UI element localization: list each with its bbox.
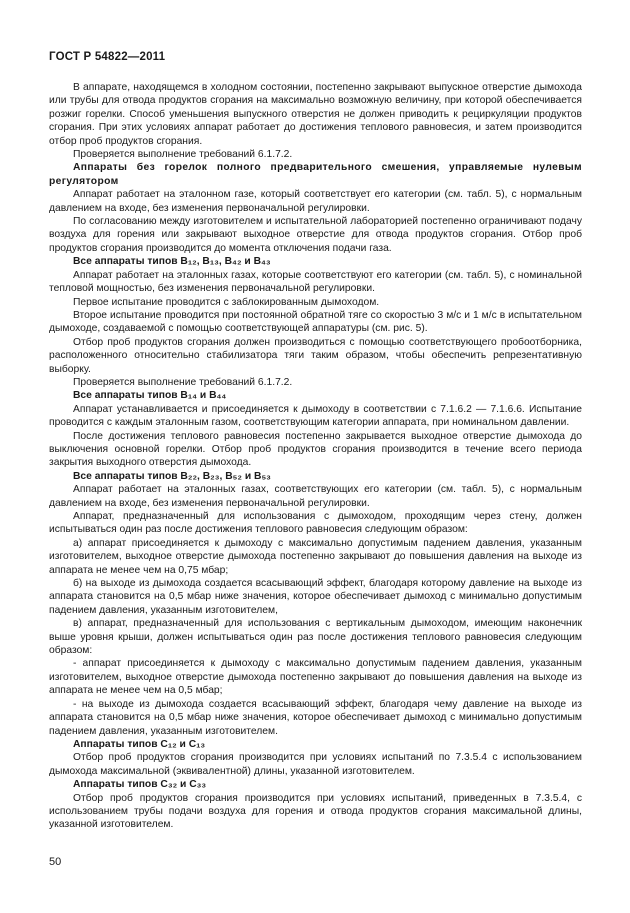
section-heading: Все аппараты типов B₂₂, B₂₃, B₅₂ и B₅₃: [73, 470, 271, 482]
paragraph: Проверяется выполнение требований 6.1.7.2.: [73, 149, 293, 161]
paragraph: Второе испытание проводится при постоянной обратной тяге со скоростью 3 м/с и 1 м/с в испытательном дымоходе, создаваемой с помощью соответствующей аппаратуры (см. рис. 5).: [49, 309, 582, 335]
paragraph: Аппарат работает на эталонных газах, соответствующих его категории (см. табл. 5), с нормальным давлением на входе, без изменения первоначальной регулировки.: [49, 484, 582, 509]
section-heading: Аппараты типов C₃₂ и C₃₃: [73, 779, 207, 791]
paragraph: Отбор проб продуктов сгорания производится при условиях испытаний по 7.3.5.4 с использованием дымохода максимальной (эквивалентной) длины, указанной изготовителем.: [49, 752, 582, 777]
section-heading: Все аппараты типов B₁₂, B₁₃, B₄₂ и B₄₃: [73, 256, 271, 268]
paragraph: Первое испытание проводится с заблокированным дымоходом.: [73, 296, 380, 308]
paragraph: В аппарате, находящемся в холодном состоянии, постепенно закрывают выпускное отверстие дымохода или трубы для отвода продуктов сгорания на максимально возможную величину, при которой обеспечивается розжиг горелки. Способ уменьшения выпускного отверстия не должен приводить к рециркуляции продуктов сгорания. При этих условиях аппарат работает до достижения теплового равновесия, и затем производится отбор проб продуктов сгорания.: [49, 82, 582, 147]
list-item: - на выходе из дымохода создается всасывающий эффект, благодаря чему давление на выходе из аппарата становится на 0,5 мбар ниже значения, которое обеспечивает дымоход с минимально допустимым падением давления, указанным изготовителем.: [49, 698, 582, 737]
section-heading: Аппараты типов C₁₂ и C₁₃: [73, 738, 206, 750]
list-item: в) аппарат, предназначенный для использования с вертикальным дымоходом, имеющим наконечник выше уровня крыши, должен испытываться один раз после достижения теплового равновесия следующим образом:: [49, 618, 582, 657]
paragraph: Отбор проб продуктов сгорания должен производиться с помощью соответствующего пробоотборника, расположенного относительно стабилизатора тяги таким образом, чтобы обеспечить репрезентативную выборку.: [49, 336, 582, 375]
section-heading: Аппараты без горелок полного предварительного смешения, управляемые нулевым регулятором: [49, 162, 582, 187]
paragraph: Аппарат устанавливается и присоединяется к дымоходу в соответствии с 7.1.6.2 — 7.1.6.6. Испытание проводится с каждым эталонным газом, соответствующим категории аппарата, при номинальном давлении.: [49, 403, 582, 429]
list-item: б) на выходе из дымохода создается всасывающий эффект, благодаря которому давление на выходе из аппарата становится на 0,5 мбар ниже значения, которое обеспечивает дымоход с минимально допустимым падением давления, указанным изготовителем,: [49, 578, 582, 616]
paragraph: По согласованию между изготовителем и испытательной лабораторией постепенно ограничивают подачу воздуха для горения или закрывают выходное отверстие для отвода продуктов сгорания. Отбор проб продуктов сгорания производится до момента отключения подачи газа.: [49, 216, 582, 254]
paragraph: После достижения теплового равновесия постепенно закрывается выходное отверстие дымохода до выключения основной горелки. Отбор проб продуктов сгорания производится в течение всего периода закрытия выходного отверстия дымохода.: [49, 430, 582, 469]
list-item: а) аппарат присоединяется к дымоходу с максимально допустимым падением давления, указанным изготовителем, выходное отверстие дымохода постепенно закрывают до повышения давления на выходе из аппарата не менее чем на 0,75 мбар;: [49, 537, 582, 576]
paragraph: Проверяется выполнение требований 6.1.7.2.: [73, 376, 293, 388]
paragraph: Отбор проб продуктов сгорания производится при условиях испытаний, приведенных в 7.3.5.4, с использованием трубы подачи воздуха для горения и отвода продуктов сгорания максимальной длины, указанной изготовителем.: [49, 792, 582, 831]
document-body: [49, 81, 582, 832]
document-header: ГОСТ Р 54822—2011: [49, 51, 166, 63]
section-heading: Все аппараты типов B₁₄ и B₄₄: [73, 390, 227, 402]
page-number: 50: [49, 856, 62, 868]
paragraph: Аппарат работает на эталонных газах, которые соответствуют его категории (см. табл. 5), с номинальной тепловой мощностью, без изменения первоначальной регулировки.: [49, 269, 582, 295]
paragraph: Аппарат работает на эталонном газе, который соответствует его категории (см. табл. 5), с нормальным давлением на входе, без изменения первоначальной регулировки.: [49, 189, 582, 214]
list-item: - аппарат присоединяется к дымоходу с максимально допустимым падением давления, указанным изготовителем, выходное отверстие дымохода постепенно закрывают до повышения давления на выходе из аппарата не менее чем на 0,5 мбар;: [49, 658, 582, 697]
paragraph: Аппарат, предназначенный для использования с дымоходом, проходящим через стену, должен испытываться один раз после достижения теплового равновесия следующим образом:: [49, 511, 582, 536]
